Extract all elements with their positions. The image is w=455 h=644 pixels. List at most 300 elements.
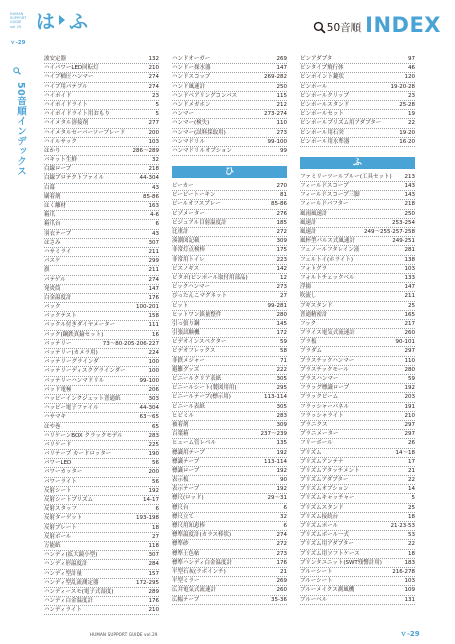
entry-page: 138 [404, 256, 415, 263]
index-entry [172, 476, 287, 485]
entry-page: 100-201 [136, 304, 159, 311]
entry-term: プリズム用アダプター [300, 541, 354, 548]
entry-page: 192 [276, 486, 287, 493]
entry-page: 133 [404, 274, 415, 281]
index-entry [44, 110, 159, 119]
index-entry [172, 375, 287, 384]
index-entry [172, 320, 287, 329]
index-entry [44, 119, 159, 128]
index-entry [172, 182, 287, 191]
entry-term: ハイポイドライト [44, 101, 88, 108]
entry-page: 297 [404, 431, 415, 438]
index-entry [300, 467, 415, 476]
entry-term: ハンディ形温度計 [44, 561, 88, 568]
entry-page: 14 [408, 486, 415, 493]
entry-page: 56 [152, 460, 159, 467]
index-entry [44, 248, 159, 257]
index-entry [300, 329, 415, 338]
entry-page: 286～289 [132, 147, 159, 154]
entry-term: 吹流し [300, 293, 317, 300]
entry-page: 157 [148, 570, 159, 577]
entry-page: 210 [404, 412, 415, 419]
index-entry [300, 504, 415, 513]
entry-page: 218 [404, 201, 415, 208]
entry-term: バックテスト [44, 313, 77, 320]
index-label: INDEX [365, 13, 441, 37]
index-entry [300, 366, 415, 375]
side-tag-line: SUPPORT [10, 16, 27, 21]
index-entry [172, 403, 287, 412]
index-entry [300, 283, 415, 292]
entry-term: 非常用トイレ [172, 256, 205, 263]
entry-term: ハッピー電子ファイル [44, 405, 99, 412]
entry-page: 200 [148, 129, 159, 136]
index-entry [172, 246, 287, 255]
entry-term: ハンドスコップ [172, 74, 211, 81]
entry-page: 143 [404, 183, 415, 190]
index-entry [172, 101, 287, 110]
index-entry [172, 412, 287, 421]
entry-term: フェノールフタレイン液 [300, 247, 360, 254]
entry-term: ビタポ(ビンポール取付用部品) [172, 274, 248, 281]
entry-page: 145 [276, 320, 287, 327]
index-entry [172, 210, 287, 219]
entry-page: 211 [404, 293, 415, 300]
entry-term: ハンマー(検失) [172, 120, 210, 127]
entry-page: 111 [148, 322, 159, 329]
entry-page: 250 [404, 210, 415, 217]
index-entry [172, 421, 287, 430]
section-head: ふ [300, 157, 415, 169]
entry-page: 43 [152, 184, 159, 191]
index-entry [300, 522, 415, 531]
entry-term: ピンポールセット [300, 111, 344, 118]
index-entry [300, 577, 415, 586]
entry-term: プラニメーター [300, 431, 339, 438]
entry-term: 反射プレート [44, 524, 77, 531]
entry-page: 21·23·53 [390, 523, 415, 529]
entry-term: フック [300, 320, 317, 327]
entry-term: 避難グッズ [172, 366, 200, 373]
index-entry [172, 329, 287, 338]
entry-page: 283 [276, 412, 287, 419]
index-entry [300, 439, 415, 448]
entry-term: 広井電気式流速計 [172, 587, 217, 594]
entry-term: ハンマー(試料採取用) [172, 129, 226, 136]
entry-page: 58 [280, 348, 287, 355]
index-entry [172, 64, 287, 73]
entry-page: 249～255·257·258 [364, 229, 415, 235]
entry-term: はかり [44, 147, 61, 154]
entry-term: 被着剤 [172, 421, 189, 428]
index-entry [44, 478, 159, 487]
index-entry [44, 285, 159, 294]
entry-term: 反射シート [44, 487, 72, 494]
entry-page: 44-304 [139, 175, 159, 182]
entry-page: 273 [276, 550, 287, 557]
side-tag-line: GUIDE [10, 20, 22, 25]
entry-term: 標尺立て [172, 513, 195, 520]
index-entry [44, 551, 159, 560]
entry-term: ハンディ白金温度計 [44, 598, 94, 605]
entry-page: 289 [148, 588, 159, 595]
entry-term: 標識テープ [172, 458, 200, 465]
index-entry [44, 459, 159, 468]
entry-page: 299 [148, 258, 159, 265]
index-entry [300, 191, 415, 200]
entry-term: ビニールクリア表紙 [172, 376, 222, 382]
entry-page: 110 [404, 357, 415, 364]
index-entry [300, 219, 415, 228]
entry-page: 23 [152, 92, 159, 99]
entry-term: ハンマドリル [172, 138, 206, 145]
entry-term: ブライス電気式流速計 [300, 330, 355, 337]
entry-page: 27 [280, 293, 287, 300]
index-entry [172, 357, 287, 366]
entry-term: ハンマドリルオプション [172, 147, 233, 154]
entry-term: プリズム接続台 [300, 513, 339, 520]
index-entry [172, 292, 287, 301]
entry-term: バック(鋼鉄真鍮セット) [44, 331, 104, 338]
entry-page: 85-86 [143, 193, 159, 200]
entry-term: ハンディースモ(電子式湿度) [44, 588, 114, 595]
index-entry [172, 384, 287, 393]
entry-term: 白幕 [44, 184, 56, 191]
entry-term: 標識ロープ [172, 467, 200, 474]
entry-term: ハンドベアリングコンパス [172, 92, 238, 99]
entry-term: バリケード [44, 441, 72, 448]
entry-term: はさみ [44, 239, 61, 246]
index-entry [300, 485, 415, 494]
entry-page: 85-86 [271, 201, 287, 208]
entry-page: 269 [276, 56, 287, 62]
index-entry [172, 119, 287, 128]
index-entry [300, 375, 415, 384]
entry-term: 百葉箱 [172, 431, 189, 438]
entry-term: フラッシャライト [300, 412, 344, 419]
entry-page: 22 [408, 541, 415, 548]
entry-term: ビニールシート(製図用用) [172, 385, 237, 392]
entry-term: 標識用テープ [172, 449, 205, 456]
index-entry [44, 432, 159, 441]
entry-term: はく離材 [44, 203, 67, 209]
index-entry [172, 513, 287, 522]
index-entry [44, 560, 159, 569]
entry-page: 309 [276, 238, 287, 245]
entry-page: 12 [280, 274, 287, 281]
entry-term: ハイルサック [44, 138, 77, 145]
index-entry [44, 220, 159, 229]
entry-page: 176 [276, 559, 287, 566]
entry-page: 172-295 [136, 579, 159, 586]
entry-page: 118 [148, 542, 159, 549]
entry-page: 21 [408, 467, 415, 474]
entry-term: バッテリー(カメラ用) [44, 350, 98, 356]
entry-term: ブギスタンド [300, 302, 333, 309]
entry-page: 14-17 [143, 497, 159, 503]
index-entry [172, 311, 287, 320]
index-entry [300, 110, 415, 119]
entry-term: ハンドー探水器 [172, 65, 211, 72]
entry-page: 260 [276, 587, 287, 594]
side-tab [0, 0, 28, 644]
entry-term: ピンアダプタ [300, 56, 333, 62]
entry-term: 箱爪台 [44, 221, 61, 228]
entry-page: 280 [404, 366, 415, 373]
index-entry [44, 524, 159, 533]
entry-term: フィールドスコープ三脚 [300, 192, 360, 199]
entry-term: バワーライト [44, 478, 77, 485]
entry-page: 200 [148, 469, 159, 476]
entry-term: フォルトチェックベル [300, 274, 355, 281]
entry-page: 190 [148, 451, 159, 458]
index-entry [44, 423, 159, 432]
entry-page: 297 [404, 348, 415, 355]
entry-page: 309 [276, 421, 287, 428]
index-entry [172, 191, 287, 200]
index-entry [44, 83, 159, 92]
entry-term: ビジュアル目射温度計 [172, 219, 227, 226]
entry-term: プリズムスタンド [300, 504, 344, 511]
entry-term: ピンポールスタンド [300, 101, 350, 108]
index-entry [172, 449, 287, 458]
index-entry [44, 377, 159, 386]
index-entry [44, 331, 159, 340]
entry-page: 211 [148, 248, 159, 255]
entry-term: ハンドメガホン [172, 101, 211, 108]
entry-page: 163 [148, 203, 159, 209]
entry-term: ハイポイドライト用おもり [44, 111, 110, 118]
entry-page: 211 [148, 267, 159, 274]
entry-term: ハイポイド [44, 92, 72, 99]
entry-page: 109 [404, 587, 415, 594]
entry-page: 274 [276, 532, 287, 539]
entry-page: 183 [404, 559, 415, 566]
entry-page: 176 [148, 294, 159, 301]
entry-page: 35-36 [271, 596, 287, 603]
entry-term: プリズム [300, 449, 322, 456]
entry-page: 273 [276, 129, 287, 136]
entry-term: ハサマキ [44, 414, 67, 421]
entry-page: 14～18 [395, 449, 415, 456]
entry-term: 比重計 [172, 229, 189, 235]
entry-term: ピンポールプリズム用アダプター [300, 120, 382, 127]
entry-term: 非常灯点検棒 [172, 247, 206, 254]
index-entry [300, 347, 415, 356]
entry-page: 135 [276, 440, 287, 447]
entry-term: 引っ張り鋼 [172, 320, 200, 327]
entry-term: ハンマー [172, 111, 195, 118]
index-entry [44, 184, 159, 193]
index-entry [172, 200, 287, 209]
index-entry [172, 596, 287, 605]
entry-term: バワーLED [44, 460, 72, 467]
index-entry [300, 311, 415, 320]
index-entry [172, 559, 287, 568]
index-entry [300, 228, 415, 237]
entry-page: 4-6 [150, 212, 159, 219]
entry-page: 305 [276, 376, 287, 382]
index-entry [172, 302, 287, 311]
entry-page: 27 [152, 533, 159, 540]
entry-page: 22 [408, 120, 415, 127]
entry-term: ビット [172, 302, 189, 309]
entry-page: 192 [148, 487, 159, 494]
index-entry [300, 596, 415, 605]
entry-page: 100 [148, 368, 159, 375]
entry-term: ビーカー [172, 183, 194, 190]
entry-page: 25 [408, 302, 415, 309]
entry-term: ピンポール用石突 [300, 129, 344, 136]
entry-page: 43 [152, 230, 159, 237]
entry-term: 箱爪 [44, 212, 56, 219]
index-entry [44, 266, 159, 275]
entry-term: 反射シートプリズム [44, 497, 94, 503]
index-entry [44, 294, 159, 303]
index-entry [44, 276, 159, 285]
entry-term: 発炎筒 [44, 285, 61, 292]
index-entry [172, 274, 287, 283]
entry-page: 46 [408, 65, 415, 72]
entry-term: 引張試験機 [172, 330, 200, 337]
entry-term: ハンドオーガー [172, 56, 211, 62]
entry-term: フィールドバフター [300, 201, 349, 208]
entry-term: ハイメタルセーバーソーブレード [44, 129, 126, 136]
index-entry [172, 219, 287, 228]
entry-term: プリズム用ソフトケース [300, 550, 360, 557]
index-entry [172, 138, 287, 147]
entry-term: ハンディライト [44, 607, 82, 614]
index-entry [172, 393, 287, 402]
entry-term: フラッシャーパネル [300, 403, 350, 410]
index-entry [300, 92, 415, 101]
entry-term: ハイメタル溶接剤 [44, 120, 88, 127]
section-head: ひ [172, 166, 287, 178]
index-entry [44, 358, 159, 367]
entry-term: ヒビミル [172, 412, 195, 419]
index-entry [44, 64, 159, 73]
index-entry [44, 230, 159, 239]
entry-page: 269-282 [264, 74, 287, 81]
index-entry [44, 92, 159, 101]
entry-page: 147 [276, 65, 287, 72]
entry-page: 18 [408, 550, 415, 557]
entry-term: フォトグラ [300, 265, 328, 272]
entry-page: 224 [148, 350, 159, 356]
index-entry [300, 494, 415, 503]
index-entry [300, 430, 415, 439]
entry-page: 225 [148, 441, 159, 448]
index-entry [44, 505, 159, 514]
entry-page: 297 [404, 421, 415, 428]
entry-term: ブルーシート [300, 578, 333, 585]
entry-term: 標準ハンディ白金温度計 [172, 559, 233, 566]
index-entry [44, 386, 159, 395]
entry-page: 192 [404, 385, 415, 392]
index-entry [300, 138, 415, 147]
entry-page: 281 [404, 247, 415, 254]
index-entry [172, 147, 287, 156]
entry-page: 303 [148, 395, 159, 402]
index-entry [172, 577, 287, 586]
index-entry [44, 211, 159, 220]
entry-term: プリズムアタッチメント [300, 467, 360, 474]
entry-term: ビデオインスペクター [172, 339, 227, 346]
entry-term: プリズムアンテナ [300, 458, 344, 465]
index-entry [172, 338, 287, 347]
index-entry [300, 129, 415, 138]
entry-page: 280 [276, 311, 287, 318]
entry-term: プラスチックモール [300, 366, 349, 373]
entry-page: 26 [408, 440, 415, 447]
entry-page: 172 [276, 330, 287, 337]
entry-term: プラニクス [300, 421, 328, 428]
index-entry [44, 570, 159, 579]
entry-term: パスケ [44, 258, 61, 265]
entry-term: ピンタイプ飛行体 [300, 65, 344, 72]
entry-term: フィールドスコープ [300, 183, 349, 190]
entry-term: ハンディ型乱流測定器 [44, 579, 99, 586]
entry-term: パテゲル [44, 276, 66, 283]
index-entry [172, 129, 287, 138]
entry-term: 浮揚 [300, 284, 312, 291]
entry-term: バッテリーグラインダ [44, 359, 99, 366]
entry-term: 標準温度計(カラス棒状) [172, 532, 232, 539]
entry-page: 19·20 [399, 129, 415, 136]
entry-term: 反射ターゲット [44, 515, 83, 522]
entry-page: 6 [283, 523, 287, 529]
index-entry [300, 320, 415, 329]
entry-page: 191 [404, 403, 415, 410]
index-entry [172, 458, 287, 467]
entry-page: 63～65 [139, 414, 159, 421]
index-entry [300, 550, 415, 559]
index-entry [172, 586, 287, 595]
entry-term: 白金温度計 [44, 294, 72, 301]
entry-page: 270 [276, 183, 287, 190]
entry-term: ヒットワン鋲量整件 [172, 311, 222, 318]
entry-page: 71 [280, 357, 287, 364]
index-entry [44, 349, 159, 358]
entry-page: 22 [408, 477, 415, 484]
index-entry [300, 393, 415, 402]
index-entry [44, 395, 159, 404]
entry-page: 222 [276, 366, 287, 373]
entry-page: 192 [276, 467, 287, 474]
entry-page: 23 [408, 92, 415, 99]
index-entry [172, 550, 287, 559]
index-entry [172, 73, 287, 82]
entry-term: ハイプ用パテブル [44, 83, 88, 90]
index-entry [300, 83, 415, 92]
entry-term: ブルーシート [300, 568, 333, 575]
entry-term: 表示板 [172, 477, 189, 484]
index-entry [172, 55, 287, 64]
entry-page: 110 [276, 120, 287, 127]
entry-term: ビニール表紙 [172, 403, 205, 410]
index-entry [44, 174, 159, 183]
entry-page: 6 [155, 506, 159, 513]
index-entry [172, 83, 287, 92]
entry-term: プリズムボール一式 [300, 532, 350, 539]
entry-term: 表示テープ [172, 486, 200, 493]
entry-page: 274 [148, 276, 159, 283]
index-entry [300, 513, 415, 522]
entry-term: 広幅テープ [172, 596, 200, 603]
entry-page: 16 [152, 331, 159, 338]
index-entry [300, 449, 415, 458]
entry-page: 99-281 [267, 302, 287, 309]
